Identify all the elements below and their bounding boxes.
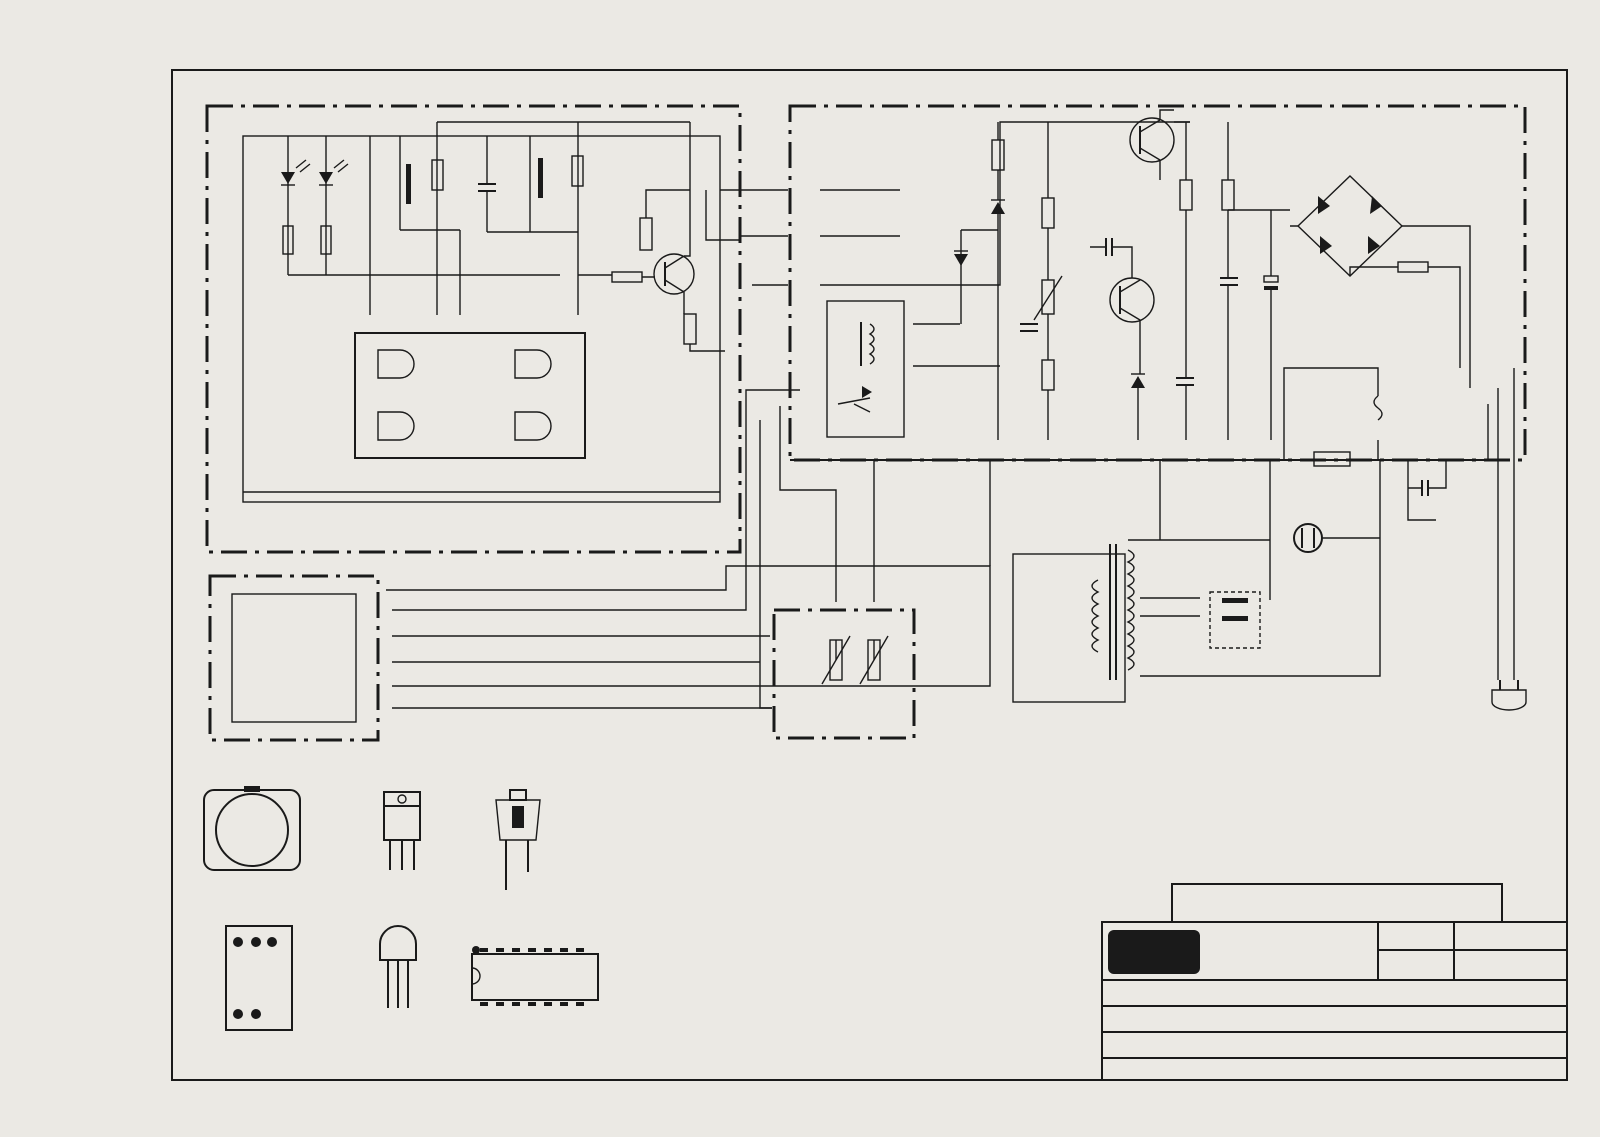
capacitor-c5: [1106, 238, 1112, 256]
chave-disc: [216, 794, 288, 866]
r101: [684, 314, 696, 344]
fuse-f1: [1374, 396, 1382, 420]
capacitor-c6: [1020, 324, 1038, 331]
capacitor-c4: [1176, 378, 1194, 385]
transistor-q1: [1130, 118, 1174, 162]
relay-rl1-coil: [838, 322, 874, 412]
capacitor-c101: [478, 136, 496, 232]
drawing-frame: [172, 70, 1567, 1080]
q2-package: [380, 926, 416, 1008]
chave-tab: [244, 786, 260, 792]
diode-d6: [954, 230, 968, 324]
relay-package: [226, 926, 292, 1030]
neon-lamp: [1294, 524, 1322, 552]
r103: [640, 218, 652, 250]
switch-ch2: [1210, 592, 1260, 648]
cce-logo: [1108, 930, 1200, 974]
r105: [432, 122, 443, 315]
led-package: [496, 790, 540, 890]
r7: [1398, 262, 1428, 272]
r3: [1180, 180, 1192, 210]
transformer-t1: [1092, 544, 1134, 680]
trimmer-vr1: [1034, 276, 1062, 320]
r4: [1042, 122, 1054, 228]
switch-ch101: [530, 136, 543, 232]
transistor-q2: [1110, 278, 1154, 322]
ic-package: [472, 946, 598, 1004]
motor-border: [210, 576, 378, 740]
r2: [1222, 180, 1234, 210]
ic101-gates: [378, 350, 551, 440]
ac-plug: [1492, 680, 1526, 710]
transformer-frame: [1013, 554, 1125, 702]
r5: [1042, 360, 1054, 390]
r6: [992, 140, 1004, 170]
relay-rl1-box: [827, 301, 904, 437]
zener-d7: [991, 200, 1005, 214]
capacitor-c3: [1220, 278, 1238, 285]
switch-ch102: [370, 136, 411, 315]
ic101-body: [355, 333, 585, 458]
ajuste-border: [774, 610, 914, 738]
q1-package: [384, 792, 420, 870]
motor-inner: [232, 594, 356, 722]
capacitor-c2: [1264, 276, 1278, 290]
r104: [572, 122, 583, 315]
transistor-q101: [654, 254, 694, 294]
zener-d5: [1131, 374, 1145, 388]
spec-box: [1172, 884, 1502, 922]
chave-outline: [204, 790, 300, 870]
bridge-rectifier: [1298, 176, 1402, 276]
capacitor-c1: [1422, 480, 1428, 496]
r102: [612, 272, 642, 282]
